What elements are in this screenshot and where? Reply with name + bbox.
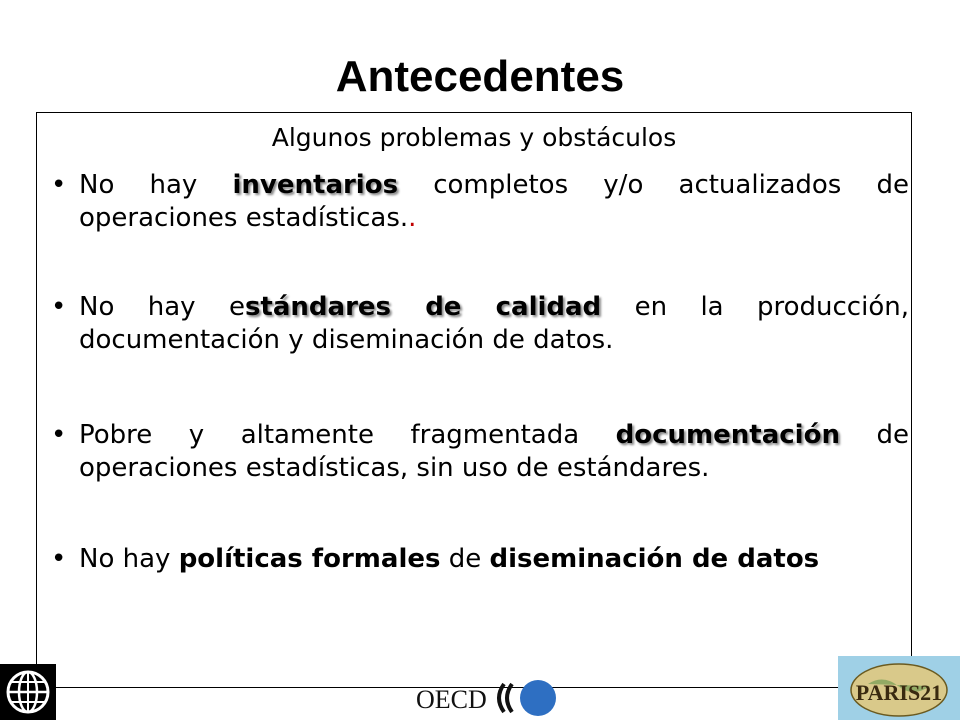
slide-subtitle: Algunos problemas y obstáculos xyxy=(271,123,677,152)
bullet-bold-phrase: políticas formales xyxy=(178,544,441,574)
bullet-text-pre: No hay e xyxy=(79,292,245,322)
bullet-text-post: de operaciones estadísticas, sin uso de estándares. xyxy=(79,420,909,483)
bullet-text xyxy=(79,543,909,576)
bullet-text-pre: No hay xyxy=(79,544,179,574)
bullet-emphasis: documentación xyxy=(615,420,840,450)
bullet-emphasis: inventarios xyxy=(232,170,399,200)
bullet-text-post: en la producción, documentación y diseminación de datos. xyxy=(79,292,909,355)
bullet-text xyxy=(79,291,909,357)
bullet-marker: • xyxy=(51,292,67,322)
oecd-wordmark: OECD xyxy=(416,685,487,714)
bullet-marker: • xyxy=(51,170,67,200)
bullet-text-pre: Pobre y altamente fragmentada xyxy=(79,420,616,450)
bullet-text-pre: No hay xyxy=(79,170,233,200)
bullet-text-mid: de xyxy=(440,544,490,574)
paris21-logo xyxy=(838,656,960,720)
bullet-text xyxy=(79,419,909,485)
bullet-trailing-dot: . xyxy=(408,203,417,233)
bullet-text-post: completos y/o actualizados de operaciones estadísticas. xyxy=(79,170,909,233)
world-bank-logo xyxy=(0,664,56,720)
paris21-wordmark: PARIS21 xyxy=(855,680,943,705)
bullet-bold-phrase: diseminación de datos xyxy=(489,544,820,574)
oecd-arc-icon xyxy=(507,684,512,712)
bullet-item xyxy=(51,419,909,485)
oecd-arc-icon xyxy=(499,684,504,712)
bullet-item xyxy=(51,291,909,357)
oecd-circle-icon xyxy=(520,680,556,716)
bullet-marker: • xyxy=(51,544,67,574)
bullet-item xyxy=(51,543,909,576)
bullet-text xyxy=(79,169,909,235)
bullet-marker: • xyxy=(51,420,67,450)
content-box xyxy=(36,112,912,688)
bullet-emphasis: stándares de calidad xyxy=(244,292,602,322)
bullet-item xyxy=(51,169,909,235)
globe-icon xyxy=(0,664,56,720)
oecd-logo xyxy=(414,676,574,720)
slide-title: Antecedentes xyxy=(335,52,625,101)
